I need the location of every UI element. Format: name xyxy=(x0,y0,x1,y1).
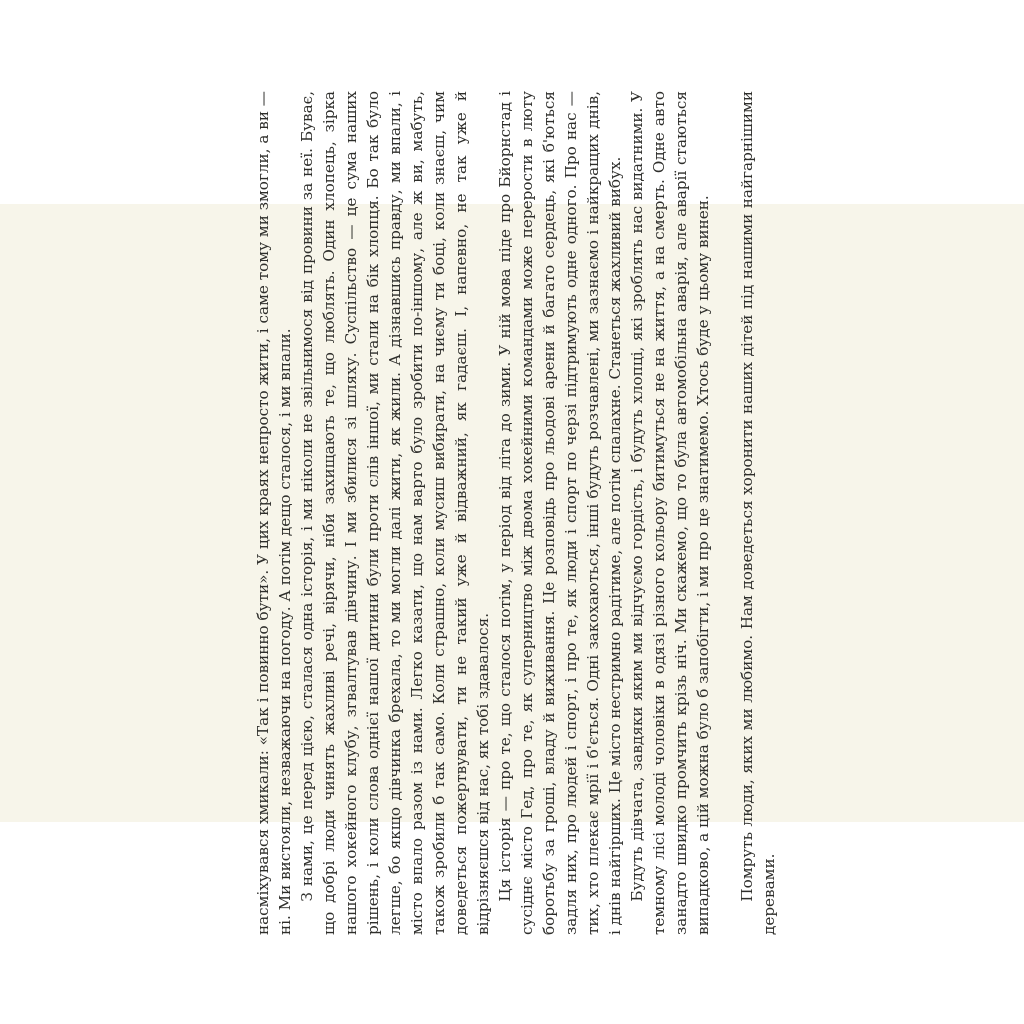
paragraph-4: Будуть дівчата, завдяки яким ми відчуємо гордість, і будуть хлопці, які зроблять нас видатними. У темному лісі молоді чоловіки в одязі різного кольору битимуться не на життя, а на смерть. Одне авто занадто швидко промчить крізь ніч. Ми скажемо, що то була автомобільна аварія, але аварії стаються випадково, а цій можна було б запобігти, і ми про це знатимемо. Хтось буде у цьому винен. xyxy=(628,91,712,935)
page-text xyxy=(212,63,812,963)
paragraph-5: Помруть люди, яких ми любимо. Нам доведеться хоронити наших дітей під нашими найгарнішими деревами. xyxy=(738,91,778,935)
paragraph-2: З нами, це перед цією, сталася одна історія, і ми ніколи не звільнимося від провини за неї. Буває, що добрі люди чинять жахливі речі, вірячи, ніби захищають те, що люблять. Один хлопець, зірка нашого хокейного клубу, згвалтував дівчину. І ми збилися зі шляху. Суспільство — це сума наших рішень, і коли слова однієї нашої дитини були проти слів іншої, ми стали на бік хлопця. Бо так було легше, бо якщо дівчинка брехала, то ми могли далі жити, як жили. А дізнавшись правду, ми впали, і місто впало разом із нами. Легко казати, що нам варто було зробити по-іншому, але ж ви, мабуть, також зробили б так само. Коли страшно, коли мусиш вибирати, на чиєму ти боці, коли знаєш, чим доведеться пожертвувати, ти не такий уже й відважний, як гадаєш. І, напевно, не так уже й відрізняєшся від нас, як тобі здавалося. xyxy=(298,91,492,935)
paragraph-3: Ця історія — про те, що сталося потім, у період від літа до зими. У ній мова піде про Бйорнстад і сусіднє місто Гед, про те, як суперництво між двома хокейними командами може перерости в люту боротьбу за гроші, владу й виживання. Це розповідь про льодові арени й багато сердець, які б'ються задля них, про людей і спорт, і про те, як люди і спорт по черзі підтримують одне одного. Про нас — тих, хто плекає мрії і б'ється. Одні закохаються, інші будуть розчавлені, ми зазнаємо і найкращих днів, і днів найгірших. Це місто нестримно радітиме, але потім спалахне. Станеться жахливий вибух. xyxy=(496,91,624,935)
book-page xyxy=(0,91,1024,935)
paragraph-1: насміхувався хмикали: «Так і повинно бути». У цих краях непросто жити, і саме тому ми змогли, а ви — ні. Ми вистояли, незважаючи на погоду. А потім дещо сталося, і ми впали. xyxy=(254,91,294,935)
